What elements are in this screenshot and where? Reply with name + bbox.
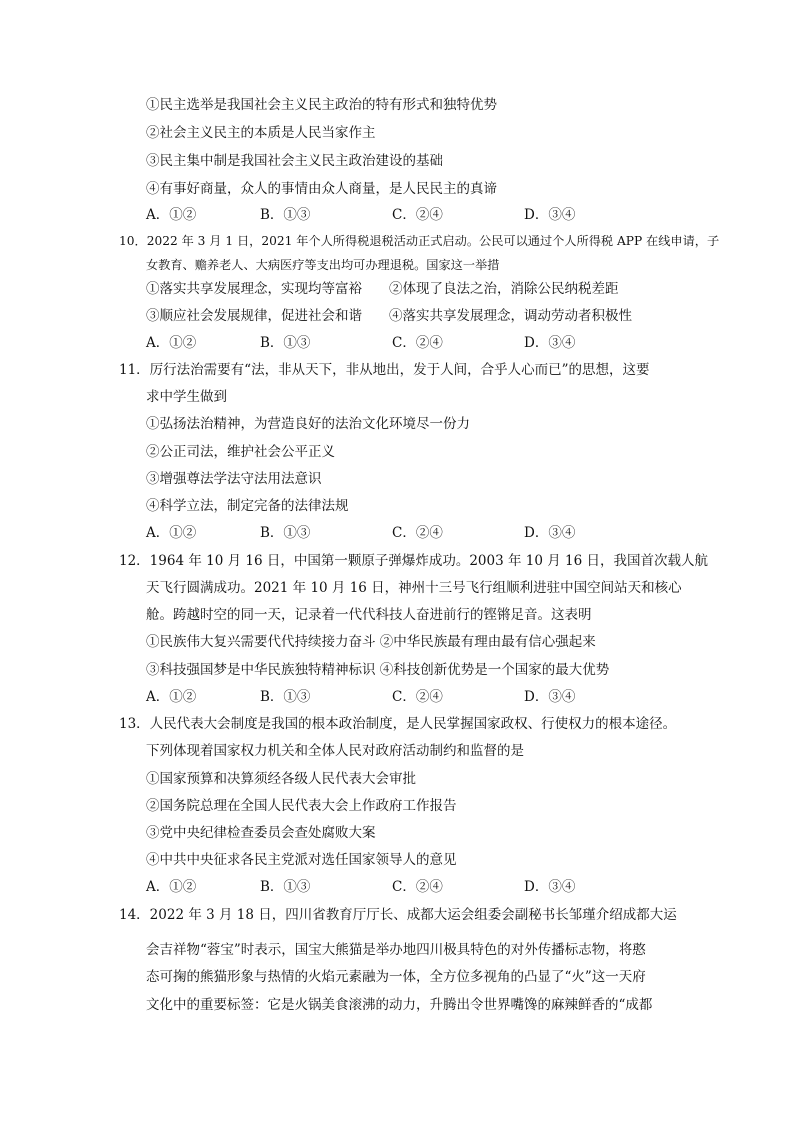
q14-stem-line-4: 文化中的重要标签：它是火锅美食滚沸的动力，升腾出令世界嘴馋的麻辣鲜香的“成都 — [146, 997, 653, 1013]
choice-b: B．①③ — [260, 207, 311, 223]
q10-stem-line-2: 女教育、赡养老人、大病医疗等支出均可办理退税。国家这一举措 — [146, 258, 500, 272]
q12-options-row-1: ①民族伟大复兴需要代代持续接力奋斗 ②中华民族最有理由最有信心强起来 — [146, 634, 596, 650]
choice-c: C．②④ — [392, 207, 443, 223]
q10-options-row-1: ①落实共享发展理念，实现均等富裕 ②体现了良法之治，消除公民纳税差距 — [146, 281, 619, 297]
q13-option-3: ③党中央纪律检查委员会查处腐败大案 — [146, 825, 376, 841]
q10-choices — [146, 334, 646, 352]
q13-option-4: ④中共中央征求各民主党派对选任国家领导人的意见 — [146, 852, 457, 868]
q13-option-2: ②国务院总理在全国人民代表大会上作政府工作报告 — [146, 798, 457, 814]
q9-option-3: ③民主集中制是我国社会主义民主政治建设的基础 — [146, 153, 443, 169]
q12-stem-line-1: 12．1964 年 10 月 16 日，中国第一颗原子弹爆炸成功。2003 年 10 月 16 日，我国首次载人航 — [119, 553, 709, 569]
q13-option-1: ①国家预算和决算须经各级人民代表大会审批 — [146, 771, 416, 787]
q9-option-1: ①民主选举是我国社会主义民主政治的特有形式和独特优势 — [146, 97, 497, 113]
q13-stem-line-2: 下列体现着国家权力机关和全体人民对政府活动制约和监督的是 — [146, 743, 524, 759]
q10-stem-line-1: 10．2022 年 3 月 1 日，2021 年个人所得税退税活动正式启动。公民可以通过个人所得税 APP 在线申请，子 — [119, 234, 720, 248]
choice-d: D．③④ — [524, 207, 576, 223]
choice-c: C．②④ — [392, 689, 443, 705]
choice-b: B．①③ — [260, 879, 311, 895]
q11-stem-line-1: 11．厉行法治需要有“法，非从天下，非从地出，发于人间，合乎人心而已”的思想，这要 — [119, 362, 650, 378]
choice-d: D．③④ — [524, 689, 576, 705]
q11-option-1: ①弘扬法治精神，为营造良好的法治文化环境尽一份力 — [146, 416, 470, 432]
choice-a: A．①② — [146, 207, 197, 223]
choice-d: D．③④ — [524, 879, 576, 895]
q12-choices — [146, 688, 646, 706]
q13-choices — [146, 878, 646, 896]
q12-stem-line-3: 舱。跨越时空的同一天，记录着一代代科技人奋进前行的铿锵足音。这表明 — [146, 607, 592, 623]
q11-option-4: ④科学立法，制定完备的法律法规 — [146, 498, 349, 514]
q14-stem-line-2: 会吉祥物“蓉宝”时表示，国宝大熊猫是举办地四川极具特色的对外传播标志物，将憨 — [146, 942, 646, 958]
q12-options-row-2: ③科技强国梦是中华民族独特精神标识 ④科技创新优势是一个国家的最大优势 — [146, 662, 610, 678]
choice-c: C．②④ — [392, 335, 443, 351]
q11-stem-line-2: 求中学生做到 — [146, 389, 227, 405]
choice-a: A．①② — [146, 525, 197, 541]
q14-stem-line-1: 14．2022 年 3 月 18 日，四川省教育厅厅长、成都大运会组委会副秘书长邹瑾介绍成都大运 — [119, 907, 677, 923]
choice-b: B．①③ — [260, 335, 311, 351]
choice-c: C．②④ — [392, 879, 443, 895]
q11-option-3: ③增强尊法学法守法用法意识 — [146, 471, 322, 487]
choice-c: C．②④ — [392, 525, 443, 541]
q11-option-2: ②公正司法，维护社会公平正义 — [146, 444, 335, 460]
q9-option-4: ④有事好商量，众人的事情由众人商量，是人民民主的真谛 — [146, 181, 497, 197]
q14-stem-line-3: 态可掬的熊猫形象与热情的火焰元素融为一体，全方位多视角的凸显了“火”这一天府 — [146, 969, 646, 985]
q13-stem-line-1: 13．人民代表大会制度是我国的根本政治制度，是人民掌握国家政权、行使权力的根本途径。 — [119, 716, 677, 732]
q9-option-2: ②社会主义民主的本质是人民当家作主 — [146, 125, 376, 141]
choice-a: A．①② — [146, 689, 197, 705]
q9-choices — [146, 206, 646, 224]
choice-d: D．③④ — [524, 525, 576, 541]
q12-stem-line-2: 天飞行圆满成功。2021 年 10 月 16 日，神州十三号飞行组顺利进驻中国空间站天和核心 — [146, 580, 682, 596]
choice-a: A．①② — [146, 879, 197, 895]
q10-options-row-2: ③顺应社会发展规律，促进社会和谐 ④落实共享发展理念，调动劳动者积极性 — [146, 308, 632, 324]
q11-choices — [146, 524, 646, 542]
choice-b: B．①③ — [260, 525, 311, 541]
choice-d: D．③④ — [524, 335, 576, 351]
choice-b: B．①③ — [260, 689, 311, 705]
choice-a: A．①② — [146, 335, 197, 351]
